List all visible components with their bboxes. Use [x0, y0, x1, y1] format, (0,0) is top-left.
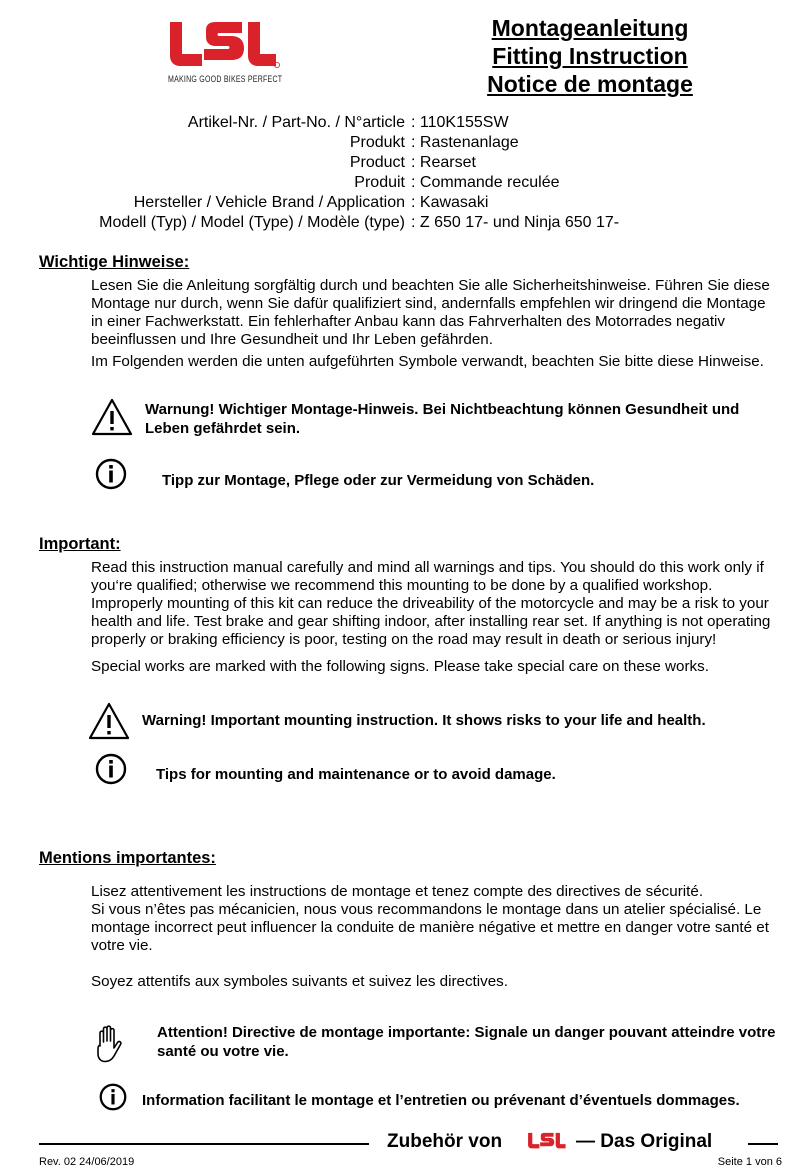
section-heading-en: Important: [39, 535, 121, 553]
document-title [440, 14, 740, 98]
spec-row-produkt [0, 133, 808, 153]
warning-triangle-icon [88, 702, 130, 745]
spec-row-produit [0, 173, 808, 193]
logo-tagline: MAKING GOOD BIKES PERFECT [168, 74, 283, 84]
spec-row-part-no [0, 113, 808, 133]
paragraph: Im Folgenden werden die unten aufgeführten Symbole verwandt, beachten Sie bitte diese Hinweise. [91, 353, 764, 370]
spec-label: Produkt [349, 134, 405, 151]
spec-row-product [0, 153, 808, 173]
warning-text-fr: Attention! Directive de montage importante: Signale un danger pouvant atteindre votre santé ou votre vie. [157, 1024, 776, 1060]
title-fr: Notice de montage [487, 71, 693, 97]
footer-rule-right [748, 1143, 778, 1145]
warning-text-en: Warning! Important mounting instruction. It shows risks to your life and health. [142, 712, 706, 729]
spec-table [0, 113, 808, 233]
spec-row-model [0, 213, 808, 233]
hand-icon [92, 1024, 126, 1069]
section-body-en [91, 559, 781, 676]
section-body-de [91, 277, 781, 371]
tip-text-fr: Information facilitant le montage et l’entretien ou prévenant d’éventuels dommages. [142, 1092, 740, 1109]
footer-rule-left [39, 1143, 369, 1145]
footer-suffix: — Das Original [576, 1131, 713, 1152]
paragraph: Read this instruction manual carefully and mind all warnings and tips. You should do this work only if you‘re qualified; otherwise we recommend this mounting to be done by a qualified workshop. Improperly mounting of this kit can reduce the driveability of the motorcycle and may be a risk to your health and life. Test brake and gear shifting indoor, after installing rear set. If anything is not operating properly or braking efficiency is poor, testing on the road may result in death or serious injury! [91, 559, 771, 648]
title-de: Montageanleitung [491, 15, 689, 41]
brand-logo [150, 18, 300, 93]
paragraph: Special works are marked with the following signs. Please take special care on these works. [91, 658, 709, 675]
section-body-fr [91, 883, 781, 991]
spec-label: Hersteller / Vehicle Brand / Application [133, 194, 405, 211]
lsl-logo-icon [521, 1130, 567, 1152]
spec-value: : Kawasaki [411, 194, 489, 211]
paragraph: Si vous n’êtes pas mécanicien, nous vous recommandons le montage dans un atelier spécialisé. Le montage incorrect peut influencer la conduite de manière négative et mettre en danger votre santé et votre vie. [91, 901, 769, 954]
paragraph: Lesen Sie die Anleitung sorgfältig durch und beachten Sie alle Sicherheitshinweise. Führen Sie diese Montage nur durch, wenn Sie dafür qualifiziert sind, andernfalls empfehlen wir dringend die Montage in einer Fachwerkstatt. Ein fehlerhafter Anbau kann das Fahrverhalten des Motorrades negativ beeinflussen und Ihre Gesundheit und Ihr Leben gefährden. [91, 277, 770, 348]
info-icon [95, 458, 127, 495]
footer-brand-logo [521, 1130, 567, 1157]
spec-value: : Rearset [411, 154, 476, 171]
tip-text-de: Tipp zur Montage, Pflege oder zur Vermeidung von Schäden. [162, 472, 595, 489]
paragraph: Lisez attentivement les instructions de montage et tenez compte des directives de sécurité. [91, 883, 704, 900]
spec-label: Produit [354, 174, 405, 191]
page-number: Seite 1 von 6 [717, 1156, 782, 1168]
paragraph: Soyez attentifs aux symboles suivants et suivez les directives. [91, 973, 508, 990]
spec-row-brand [0, 193, 808, 213]
spec-label: Modell (Typ) / Model (Type) / Modèle (type) [99, 214, 405, 231]
revision-label: Rev. 02 24/06/2019 [39, 1156, 135, 1168]
info-icon [99, 1083, 127, 1116]
spec-value: : 110K155SW [411, 114, 509, 131]
spec-value: : Z 650 17- und Ninja 650 17- [411, 214, 620, 231]
title-en: Fitting Instruction [492, 43, 688, 69]
spec-value: : Commande reculée [411, 174, 560, 191]
spec-label: Product [349, 154, 405, 171]
spec-value: : Rastenanlage [411, 134, 519, 151]
section-heading-de: Wichtige Hinweise: [39, 253, 190, 271]
section-heading-fr: Mentions importantes: [39, 849, 216, 867]
warning-text-de: Warnung! Wichtiger Montage-Hinweis. Bei Nichtbeachtung können Gesundheit und Leben gefährdet sein. [145, 401, 740, 437]
spec-label: Artikel-Nr. / Part-No. / N°article [187, 114, 405, 131]
info-icon [95, 753, 127, 790]
footer-prefix: Zubehör von [387, 1131, 503, 1152]
warning-triangle-icon [91, 398, 133, 441]
tip-text-en: Tips for mounting and maintenance or to avoid damage. [156, 766, 556, 783]
lsl-logo-icon [150, 18, 280, 72]
